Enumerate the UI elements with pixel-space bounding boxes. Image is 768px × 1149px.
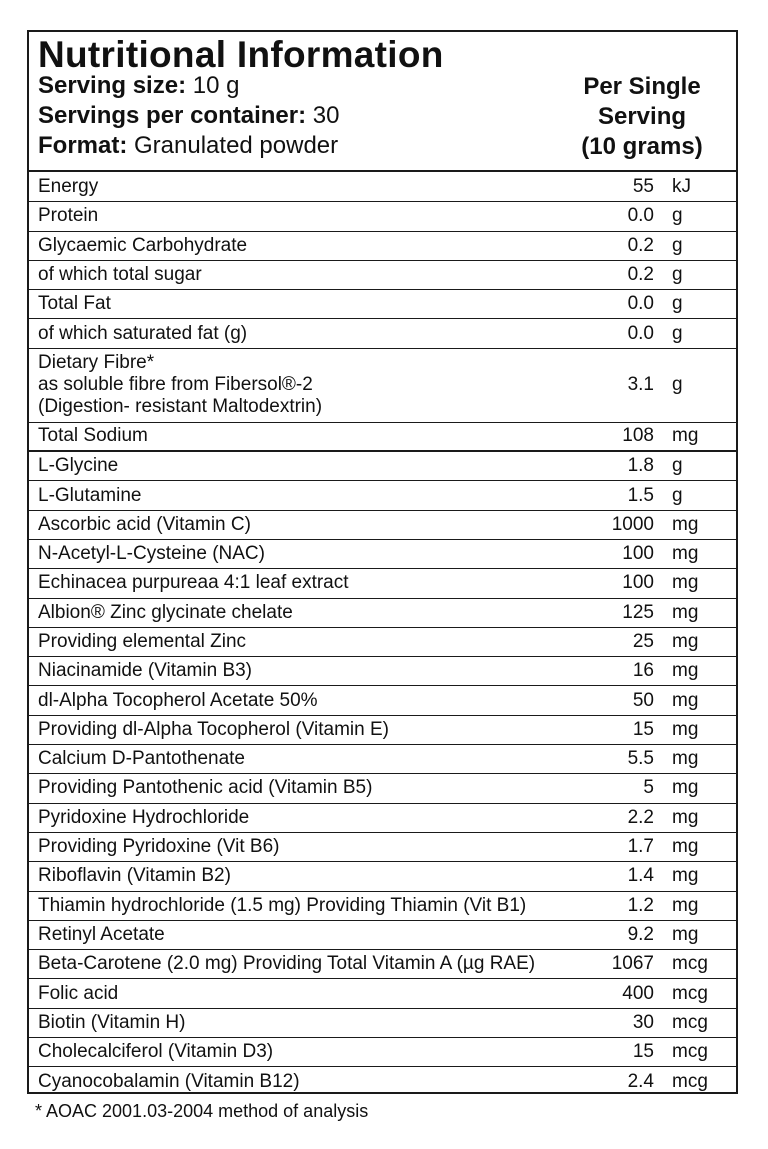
servings-per-container-label: Servings per container: (38, 102, 307, 129)
nutrient-unit: mg (672, 543, 699, 565)
column-header-line: (10 grams) (581, 133, 703, 160)
nutrient-unit: mg (672, 689, 699, 711)
table-row (29, 290, 736, 319)
nutrient-unit: mg (672, 513, 699, 535)
nutrient-unit: g (672, 264, 683, 286)
nutrient-value: 50 (632, 689, 654, 711)
nutrient-unit: mcg (672, 1011, 708, 1033)
nutrient-unit: mg (672, 748, 699, 770)
table-row (29, 202, 736, 231)
nutrient-value: 25 (632, 631, 654, 652)
table-row (29, 481, 736, 510)
nutrient-value: 1.5 (627, 484, 654, 506)
servings-per-container-value: 30 (312, 102, 340, 129)
nutrient-unit: mg (672, 865, 699, 887)
nutrient-name: Thiamin hydrochloride (1.5 mg) Providing Thiamin (Vit B1) (38, 894, 527, 916)
nutrient-unit: mg (672, 923, 699, 945)
nutrient-value: 15 (632, 1041, 654, 1063)
nutrient-name: Beta-Carotene (2.0 mg) Providing Total Vitamin A (µg RAE) (38, 953, 536, 975)
nutrient-value: 0.2 (627, 234, 654, 256)
nutrient-value: 1000 (611, 513, 654, 535)
table-row (29, 261, 736, 290)
nutrient-unit: mg (672, 806, 699, 828)
table-row (29, 950, 736, 979)
nutrition-panel (27, 30, 738, 1094)
nutrient-name: Providing Pantothenic acid (Vitamin B5) (38, 777, 373, 799)
nutrient-value: 1067 (611, 953, 654, 975)
nutrient-name: Total Fat (38, 293, 111, 315)
nutrient-unit: g (672, 293, 683, 315)
nutrient-value: 108 (622, 425, 654, 447)
nutrient-value: 2.4 (627, 1070, 654, 1092)
nutrient-value: 1.4 (627, 865, 654, 887)
table-row (29, 232, 736, 261)
nutrient-unit: mg (672, 777, 699, 799)
nutrient-unit: mcg (672, 953, 708, 975)
nutrient-name: L-Glutamine (38, 484, 142, 506)
table-row (29, 1009, 736, 1038)
nutrient-name: Dietary Fibre* as soluble fibre from Fibersol®-2 (Digestion- resistant Maltodextrin) (38, 352, 323, 418)
table-row (29, 833, 736, 862)
nutrient-value: 0.0 (627, 322, 654, 344)
table-row (29, 349, 736, 423)
nutrient-name: Cholecalciferol (Vitamin D3) (38, 1041, 274, 1063)
table-row (29, 804, 736, 833)
table-row (29, 599, 736, 628)
nutrient-unit: g (672, 322, 683, 344)
table-row (29, 686, 736, 715)
nutrient-name: Riboflavin (Vitamin B2) (38, 865, 231, 887)
nutrient-unit: mcg (672, 982, 708, 1004)
nutrient-unit: mg (672, 836, 699, 858)
nutrient-value: 1.2 (627, 894, 654, 916)
nutrient-value: 16 (632, 660, 654, 682)
nutrient-value: 0.2 (627, 264, 654, 286)
nutrient-name: Biotin (Vitamin H) (38, 1011, 186, 1033)
nutrient-unit: g (672, 374, 683, 396)
nutrient-name: Cyanocobalamin (Vitamin B12) (38, 1070, 300, 1092)
table-row (29, 745, 736, 774)
nutrient-unit: g (672, 455, 683, 477)
nutrient-unit: g (672, 234, 683, 256)
nutrient-name: Providing Pyridoxine (Vit B6) (38, 836, 280, 858)
table-row (29, 1067, 736, 1096)
nutrient-unit: mg (672, 631, 699, 652)
nutrient-value: 0.0 (627, 205, 654, 227)
nutrient-value: 2.2 (627, 806, 654, 828)
table-row (29, 628, 736, 657)
nutrient-unit: mcg (672, 1070, 708, 1092)
table-row (29, 452, 736, 481)
nutrient-unit: mcg (672, 1041, 708, 1063)
column-header-line: Serving (597, 103, 687, 130)
table-row (29, 173, 736, 202)
nutrient-name: Total Sodium (38, 425, 148, 447)
nutrient-value: 100 (622, 572, 654, 594)
table-row (29, 319, 736, 348)
nutrient-name: Protein (38, 205, 99, 227)
nutrient-name: Energy (38, 176, 99, 198)
table-row (29, 979, 736, 1008)
nutrient-unit: g (672, 484, 683, 506)
serving-size-label: Serving size: (38, 72, 187, 99)
column-header (562, 72, 722, 162)
format (38, 132, 338, 160)
table-row (29, 511, 736, 540)
nutrient-value: 1.7 (627, 836, 654, 858)
table-row (29, 862, 736, 891)
serving-size (38, 72, 239, 100)
nutrient-value: 55 (632, 176, 654, 198)
header-divider (29, 170, 736, 172)
nutrient-value: 9.2 (627, 923, 654, 945)
format-value: Granulated powder (134, 132, 339, 159)
nutrient-name: of which total sugar (38, 264, 202, 286)
table-row (29, 774, 736, 803)
nutrient-name: Providing elemental Zinc (38, 631, 247, 652)
nutrient-unit: mg (672, 572, 699, 594)
nutrient-name: L-Glycine (38, 455, 119, 477)
nutrient-value: 15 (632, 718, 654, 740)
nutrient-name: Calcium D-Pantothenate (38, 748, 245, 770)
nutrient-name: of which saturated fat (g) (38, 322, 248, 344)
nutrient-name: Albion® Zinc glycinate chelate (38, 601, 293, 623)
nutrient-unit: g (672, 205, 683, 227)
nutrient-value: 3.1 (627, 374, 654, 396)
nutrient-unit: mg (672, 718, 699, 740)
servings-per-container (38, 102, 339, 130)
nutrient-name: Niacinamide (Vitamin B3) (38, 660, 253, 682)
page-title: Nutritional Information (38, 34, 444, 75)
nutrient-value: 30 (632, 1011, 654, 1033)
nutrient-table (29, 173, 736, 1097)
table-row (29, 1038, 736, 1067)
table-row (29, 657, 736, 686)
nutrient-unit: kJ (672, 176, 691, 198)
nutrient-name: N-Acetyl-L-Cysteine (NAC) (38, 543, 265, 565)
nutrient-unit: mg (672, 425, 699, 447)
nutrient-name: Pyridoxine Hydrochloride (38, 806, 250, 828)
nutrient-name: dl-Alpha Tocopherol Acetate 50% (38, 689, 318, 711)
column-header-line: Per Single (583, 73, 701, 100)
nutrient-value: 100 (622, 543, 654, 565)
nutrient-name: Echinacea purpureaa 4:1 leaf extract (38, 572, 349, 594)
table-row (29, 540, 736, 569)
table-row (29, 716, 736, 745)
nutrient-unit: mg (672, 601, 699, 623)
table-row (29, 569, 736, 598)
nutrient-value: 400 (622, 982, 654, 1004)
nutrient-value: 5 (643, 777, 654, 799)
nutrient-name: Folic acid (38, 982, 119, 1004)
format-label: Format: (38, 132, 128, 159)
nutrient-name: Glycaemic Carbohydrate (38, 234, 248, 256)
nutrient-name: Ascorbic acid (Vitamin C) (38, 513, 251, 535)
nutrient-value: 0.0 (627, 293, 654, 315)
nutrient-name: Retinyl Acetate (38, 923, 165, 945)
nutrient-unit: mg (672, 894, 699, 916)
serving-size-value: 10 g (192, 72, 240, 99)
nutrient-value: 1.8 (627, 455, 654, 477)
nutrient-value: 125 (622, 601, 654, 623)
footnote: * AOAC 2001.03-2004 method of analysis (35, 1101, 369, 1121)
table-row (29, 892, 736, 921)
nutrient-value: 5.5 (627, 748, 654, 770)
table-row (29, 423, 736, 452)
nutrient-name: Providing dl-Alpha Tocopherol (Vitamin E) (38, 718, 389, 740)
table-row (29, 921, 736, 950)
nutrient-unit: mg (672, 660, 699, 682)
